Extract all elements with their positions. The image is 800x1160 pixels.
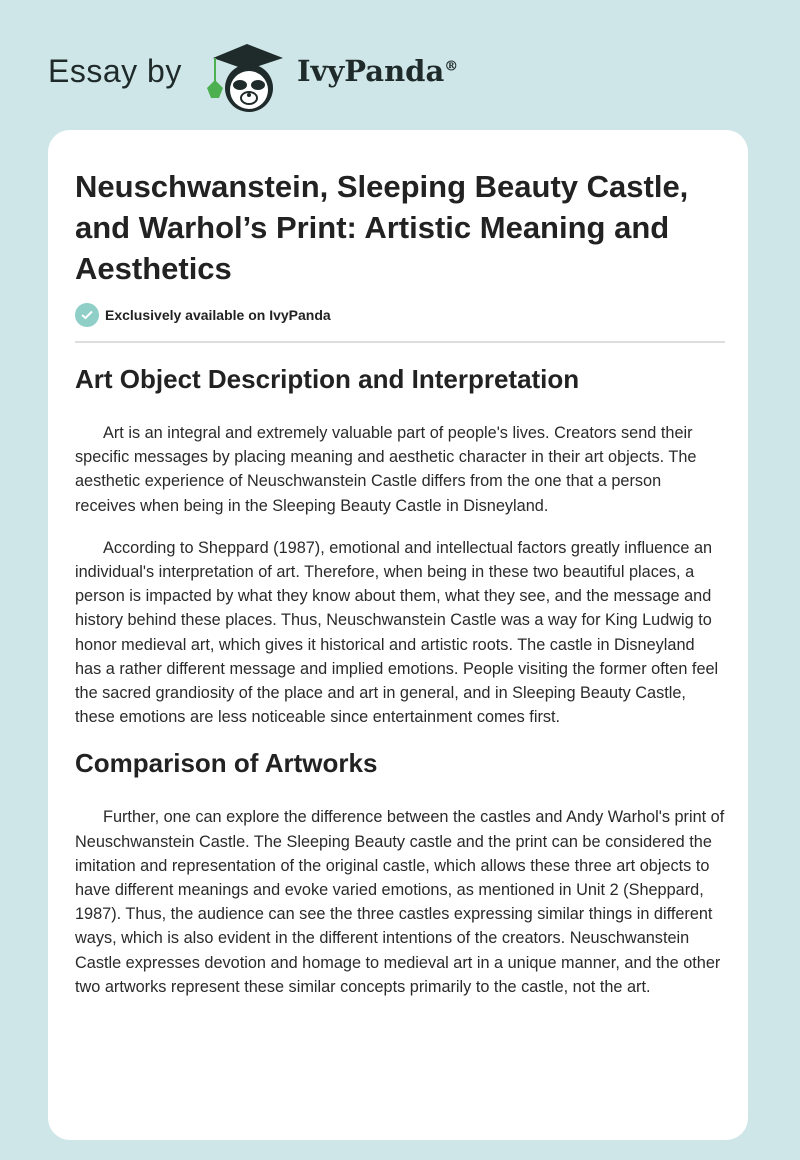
page-title: Neuschwanstein, Sleeping Beauty Castle, and Warhol’s Print: Artistic Meaning and Aesthetics (75, 169, 689, 286)
paragraph: Art is an integral and extremely valuable part of people's lives. Creators send their specific messages by placing meaning and aesthetic character in their art objects. The aesthetic experience of Neuschwanstein Castle differs from the one that a person receives when being in the Sleeping Beauty Castle in Disneyland. (75, 424, 697, 515)
essay-card (48, 130, 748, 1140)
exclusive-badge (75, 303, 725, 327)
ivypanda-logo-icon[interactable] (203, 40, 291, 116)
paragraph: According to Sheppard (1987), emotional and intellectual factors greatly influence an individual's interpretation of art. Therefore, when being in these two beautiful places, a person is impacted by what they know about them, what they see, and the message and history behind these places. Thus, Neuschwanstein Castle was a way for King Ludwig to honor medieval art, which gives it historical and artistic roots. The castle in Disneyland has a rather different message and implied emotions. People visiting the former often feel the sacred grandiosity of the place and art in general, and in Sleeping Beauty Castle, these emotions are less noticeable since entertainment comes first. (75, 538, 719, 727)
brand-name: IvyPanda® (297, 54, 459, 88)
essay-by-label: Essay by (48, 53, 182, 89)
divider (75, 341, 725, 343)
section-heading: Comparison of Artworks (75, 748, 378, 779)
paragraph: Further, one can explore the difference between the castles and Andy Warhol's print of Neuschwanstein Castle. The Sleeping Beauty castle and the print can be considered the imitation and representation of the original castle, which allows these three art objects to have different meanings and evoke varied emotions, as mentioned in Unit 2 (Sheppard, 1987). Thus, the audience can see the three castles expressing similar things in different ways, which is also evident in the different intentions of the creators. Neuschwanstein Castle expresses devotion and homage to medieval art in a unique manner, and the other two artworks represent these similar concepts primarily to the castle, not the art. (75, 808, 725, 996)
section-heading: Art Object Description and Interpretation (75, 364, 580, 394)
badge-text: Exclusively available on IvyPanda (105, 307, 331, 323)
site-header (0, 28, 800, 118)
check-icon (75, 303, 99, 327)
